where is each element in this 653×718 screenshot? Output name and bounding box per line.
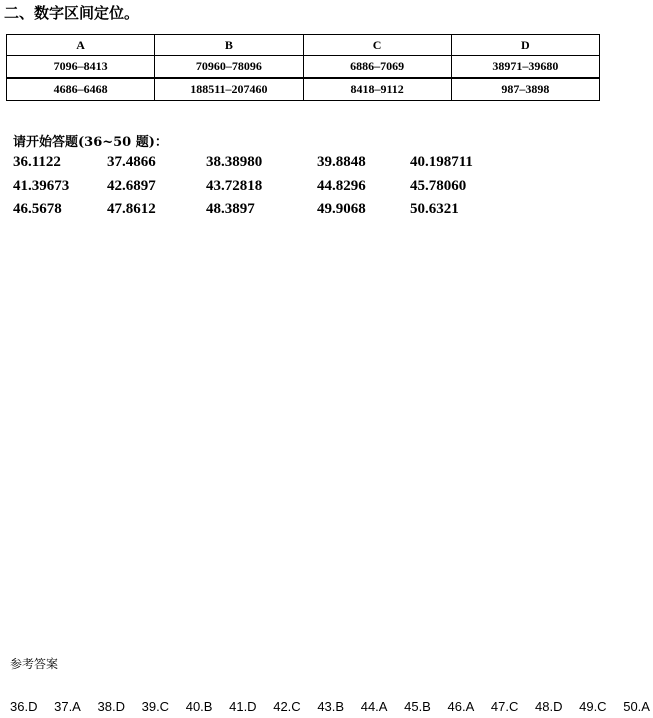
question-prompt: 请开始答题(36~50 题)： (13, 135, 168, 150)
answer-key-title: 参考答案 (10, 657, 59, 671)
range-cell: 4686–6468 (7, 78, 155, 101)
question-item: 46.5678 (13, 201, 62, 217)
answer-item: 50.A (623, 699, 650, 714)
answer-item: 43.B (317, 699, 345, 714)
question-item: 37.4866 (107, 154, 156, 170)
range-cell: 987–3898 (451, 78, 599, 101)
answer-item: 37.A (54, 699, 81, 714)
question-item: 49.9068 (317, 201, 366, 217)
answer-item: 45.B (404, 699, 431, 714)
range-cell: 70960–78096 (155, 56, 303, 79)
range-cell: 188511–207460 (155, 78, 303, 101)
table-header-row (7, 35, 600, 56)
range-cell: 6886–7069 (303, 56, 451, 79)
answer-item: 41.D (229, 699, 257, 714)
question-item: 47.8612 (107, 201, 156, 217)
question-item: 39.8848 (317, 154, 366, 170)
answer-item: 39.C (141, 699, 170, 714)
question-item: 50.6321 (410, 201, 459, 217)
answer-item: 48.D (535, 699, 563, 714)
answer-item: 47.C (490, 699, 519, 714)
answer-item: 36.D (10, 699, 38, 714)
answer-item: 44.A (360, 699, 388, 714)
header-cell-b: B (155, 35, 303, 56)
range-cell: 38971–39680 (451, 56, 599, 79)
question-item: 45.78060 (410, 177, 467, 194)
question-item: 38.38980 (206, 154, 263, 170)
header-cell-d: D (451, 35, 599, 56)
answer-item: 38.D (97, 699, 125, 714)
question-item: 41.39673 (13, 177, 70, 194)
range-cell: 8418–9112 (303, 78, 451, 101)
section-title: 二、数字区间定位。 (4, 4, 140, 22)
answer-item: 49.C (579, 699, 607, 714)
table-row (7, 78, 600, 101)
question-item: 44.8296 (317, 177, 366, 194)
question-item: 48.3897 (206, 201, 255, 217)
question-item: 40.198711 (410, 154, 473, 170)
question-item: 43.72818 (206, 177, 263, 194)
question-item: 36.1122 (13, 154, 61, 170)
question-item: 42.6897 (107, 177, 156, 194)
range-table (6, 34, 600, 101)
range-cell: 7096–8413 (7, 56, 155, 79)
answer-item: 42.C (273, 699, 301, 714)
answer-item: 40.B (185, 699, 213, 714)
answer-key-list (10, 699, 650, 714)
answer-item: 46.A (447, 699, 475, 714)
table-row (7, 56, 600, 79)
header-cell-a: A (7, 35, 155, 56)
header-cell-c: C (303, 35, 451, 56)
